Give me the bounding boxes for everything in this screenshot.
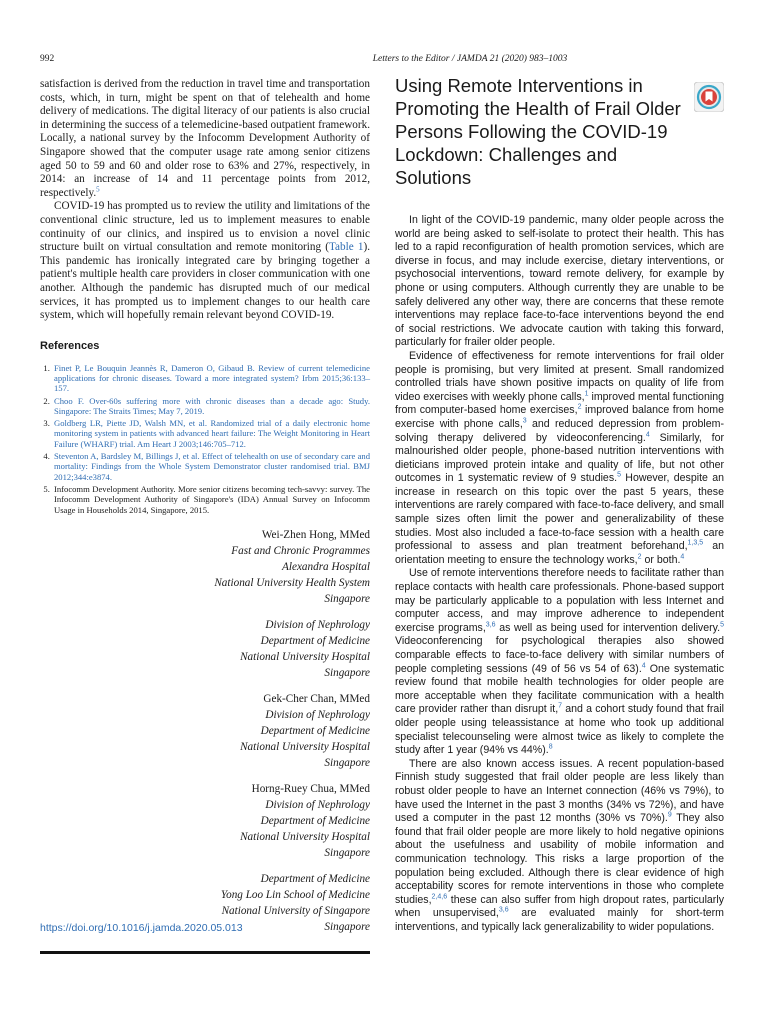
citation-5[interactable]: 5 bbox=[96, 185, 100, 194]
affiliation: Department of Medicine bbox=[260, 724, 370, 737]
right-paragraph-1: In light of the COVID-19 pandemic, many older people across the world are being asked to self-isolate to protect their health. This has led to a rapid reconfiguration of health promotion services, which are diverse in focus, and may include exercise, dietary interventions, or psychosocial interventions, toward remote delivery, for example by phone or using computers. Although currently they are unable to be safely delivered any other way, there are concerns that these remote interventions may replace face-to-face interventions beyond the end of social restrictions. We advocate caution with taking this forward, particularly for frailer older people. bbox=[395, 214, 724, 349]
reference-item[interactable]: 4. Steventon A, Bardsley M, Billings J, et al. Effect of telehealth on use of secondary care and mortality: Findings from the Whole System Demonstrator cluster randomised trial. BMJ 2012;344:e3874. bbox=[52, 451, 370, 482]
affiliation: Singapore bbox=[324, 920, 370, 933]
citation[interactable]: 4 bbox=[680, 553, 685, 561]
citation[interactable]: 3,6 bbox=[485, 621, 496, 629]
affiliation: Singapore bbox=[324, 666, 370, 679]
citation[interactable]: 4 bbox=[641, 662, 646, 670]
affiliation: Singapore bbox=[324, 846, 370, 859]
affiliation: National University Hospital bbox=[240, 740, 370, 753]
affiliation: Division of Nephrology bbox=[265, 708, 370, 721]
right-paragraph-3: Use of remote interventions therefore needs to facilitate rather than replace contacts with health care professionals. Phone-based support may be particularly applicable to a population with less Internet and computer access, and may improve adherence to independent exercise programs,$^{3,6}$ as well as being used for intervention delivery.$^5$ Videoconferencing for psychological therapies also showed comparable effects to face-to-face delivery with similar numbers of people completing sessions (49 of 56 vs 54 of 63).$^4$ One systematic review found that mobile health technologies for older people are more acceptable when they facilitate communication with a health care provider rather than disrupt it,$^7$ and a cohort study found that frail older people using teleassistance at home who took up additional specialist telecounseling were almost twice as likely to complete the study after 1 year (94% vs 44%).$^8$ bbox=[395, 567, 725, 757]
citation[interactable]: 9 bbox=[667, 811, 672, 819]
article-title: Using Remote Interventions in Promoting the Health of Frail Older Persons Following the COVID-19 Lockdown: Challenges and Solutions bbox=[395, 75, 681, 188]
author-name: Horng-Ruey Chua, MMed bbox=[251, 782, 370, 795]
author-name: Gek-Cher Chan, MMed bbox=[263, 692, 370, 705]
reference-list bbox=[40, 363, 370, 515]
affiliation: National University Health System bbox=[214, 576, 370, 589]
reference-item[interactable]: 1. Finet P, Le Bouquin Jeannès R, Dameron O, Gibaud B. Review of current telemedicine applications for chronic diseases. Toward a more integrated system? Irbm 2015;36:133–157. bbox=[52, 363, 370, 394]
reference-item[interactable]: 3. Goldberg LR, Piette JD, Walsh MN, et al. Randomized trial of a daily electronic home monitoring system in patients with advanced heart failure: The Weight Monitoring in Heart Failure (WHARF) trial. Am Heart J 2003;146:705–712. bbox=[52, 418, 370, 449]
right-paragraph-4: There are also known access issues. A recent population-based Finnish study suggested that frail older people are less likely than robust older people to have an Internet connection (46% vs 79%), to have used the Internet in the past 3 months (34% vs 72%), and have used a computer in the past 12 months (30% vs 70%).$^9$ They also found that frail older people are more likely to hold negative opinions about the usefulness and usability of mobile information and communication technology. This risks a large proportion of the population being excluded. Although there is clear evidence of high acceptability scores for remote interventions in those who complete studies,$^{2,4,6}$ these can also suffer from high dropout rates, particularly when unsupervised,$^{3,6}$ are evaluated mainly for short-term interventions, and typically lack generalizability to wider populations. bbox=[395, 757, 725, 933]
citation[interactable]: 8 bbox=[548, 743, 553, 751]
crossmark-update-icon[interactable] bbox=[694, 82, 724, 112]
right-paragraph-2: Evidence of effectiveness for remote interventions for frail older people is promising, but very limited at present. Small randomized controlled trials have shown positive impacts on quality of life from video exercises with weekly phone calls,$^1$ improved mental functioning from computer-based home exercises,$^2$ improved balance from home exercise with phone calls,$^3$ and reduced depression from problem-solving therapy delivered by videoconferencing.$^4$ Similarly, for malnourished older people, phone-based nutrition interventions with dieticians improved protein intake and quality of life, but not other outcomes in 1 systematic review of 9 studies.$^5$ However, despite an increase in research on this topic over the past 5 years, these interventions are rarely compared with face-to-face delivery, and small sample sizes often limit the power and generalizability of these studies. Most also included a face-to-face session with a health care professional to assess and plan treatment beforehand,$^{1,3,5}$ an orientation meeting to ensure the technology works,$^2$ or both.$^4$ bbox=[395, 349, 725, 566]
citation[interactable]: 2 bbox=[577, 403, 582, 411]
left-column bbox=[40, 78, 370, 945]
doi-link[interactable]: https://doi.org/10.1016/j.jamda.2020.05.013 bbox=[40, 922, 243, 934]
author-signatures bbox=[40, 527, 370, 935]
reference-item: 5. Infocomm Development Authority. More senior citizens becoming tech-savvy: survey. The Infocomm Development Authority of Singapore's (IDA) Annual Survey on Infocomm Usage in Households 2014, Singapore, 2015. bbox=[52, 484, 370, 515]
affiliation: Department of Medicine bbox=[260, 872, 370, 885]
footer-rule bbox=[40, 951, 370, 954]
author-block bbox=[40, 691, 370, 771]
citation[interactable]: 2,4,6 bbox=[431, 893, 448, 901]
page-number: 992 bbox=[40, 54, 55, 64]
affiliation: National University Hospital bbox=[240, 830, 370, 843]
author-block bbox=[40, 527, 370, 607]
references-heading: References bbox=[40, 339, 100, 352]
author-name: Wei-Zhen Hong, MMed bbox=[261, 528, 370, 541]
citation[interactable]: 1,3,5 bbox=[687, 539, 704, 547]
affiliation: Fast and Chronic Programmes bbox=[231, 544, 370, 557]
affiliation: National University Hospital bbox=[240, 650, 370, 663]
citation[interactable]: 4 bbox=[645, 430, 650, 438]
affiliation: Singapore bbox=[324, 592, 370, 605]
left-paragraph-1: satisfaction is derived from the reduction in travel time and transportation costs, which, in turn, might be spent on that of telehealth and home delivery of medications. The digital literacy of our patients is also crucial in determining the success of a telemedicine-based outpatient framework. Locally, a national survey by the Infocomm Development Authority of Singapore showed that the computer usage rate among senior citizens aged 50 to 59 and 60 and older rose to 63% and 27%, respectively, in 2014: an increase of 14 and 11 percentage points from 2012, respectively.$^5$ bbox=[40, 78, 370, 199]
table-1-link[interactable]: Table 1 bbox=[329, 241, 364, 254]
affiliation: Department of Medicine bbox=[260, 814, 370, 827]
reference-item[interactable]: 2. Choo F. Over-60s suffering more with chronic diseases than a decade ago: Study. Singapore: The Straits Times; May 7, 2019. bbox=[52, 396, 370, 417]
affiliation: Yong Loo Lin School of Medicine bbox=[220, 888, 370, 901]
citation[interactable]: 2 bbox=[637, 553, 642, 561]
citation[interactable]: 1 bbox=[584, 390, 589, 398]
left-paragraph-2: COVID-19 has prompted us to review the utility and limitations of the conventional clinic structure, led us to implement measures to enable continuity of our clinics, and inspired us to envision a novel clinic structure built on virtual consultation and remote monitoring (Table 1). This pandemic has ironically integrated care by bringing together a patient's multiple health care providers in closer communication with one another. Although the pandemic has disrupted much of our medical services, it has prompted us to implement changes to our health care system, which will hopefully remain relevant beyond COVID-19. bbox=[40, 200, 371, 322]
affiliation-block bbox=[40, 617, 370, 681]
citation[interactable]: 3,6 bbox=[498, 906, 509, 914]
citation[interactable]: 5 bbox=[617, 471, 621, 479]
affiliation: National University of Singapore bbox=[221, 904, 370, 917]
citation[interactable]: 3 bbox=[522, 417, 527, 425]
affiliation: Alexandra Hospital bbox=[282, 560, 370, 573]
citation[interactable]: 5 bbox=[720, 621, 725, 629]
affiliation: Division of Nephrology bbox=[265, 618, 370, 631]
affiliation: Division of Nephrology bbox=[265, 798, 370, 811]
affiliation: Department of Medicine bbox=[260, 634, 370, 647]
affiliation: Singapore bbox=[324, 756, 370, 769]
author-block bbox=[40, 781, 370, 861]
citation[interactable]: 7 bbox=[558, 702, 563, 710]
running-head: Letters to the Editor / JAMDA 21 (2020) 983–1003 bbox=[372, 54, 568, 64]
right-column bbox=[395, 74, 724, 934]
